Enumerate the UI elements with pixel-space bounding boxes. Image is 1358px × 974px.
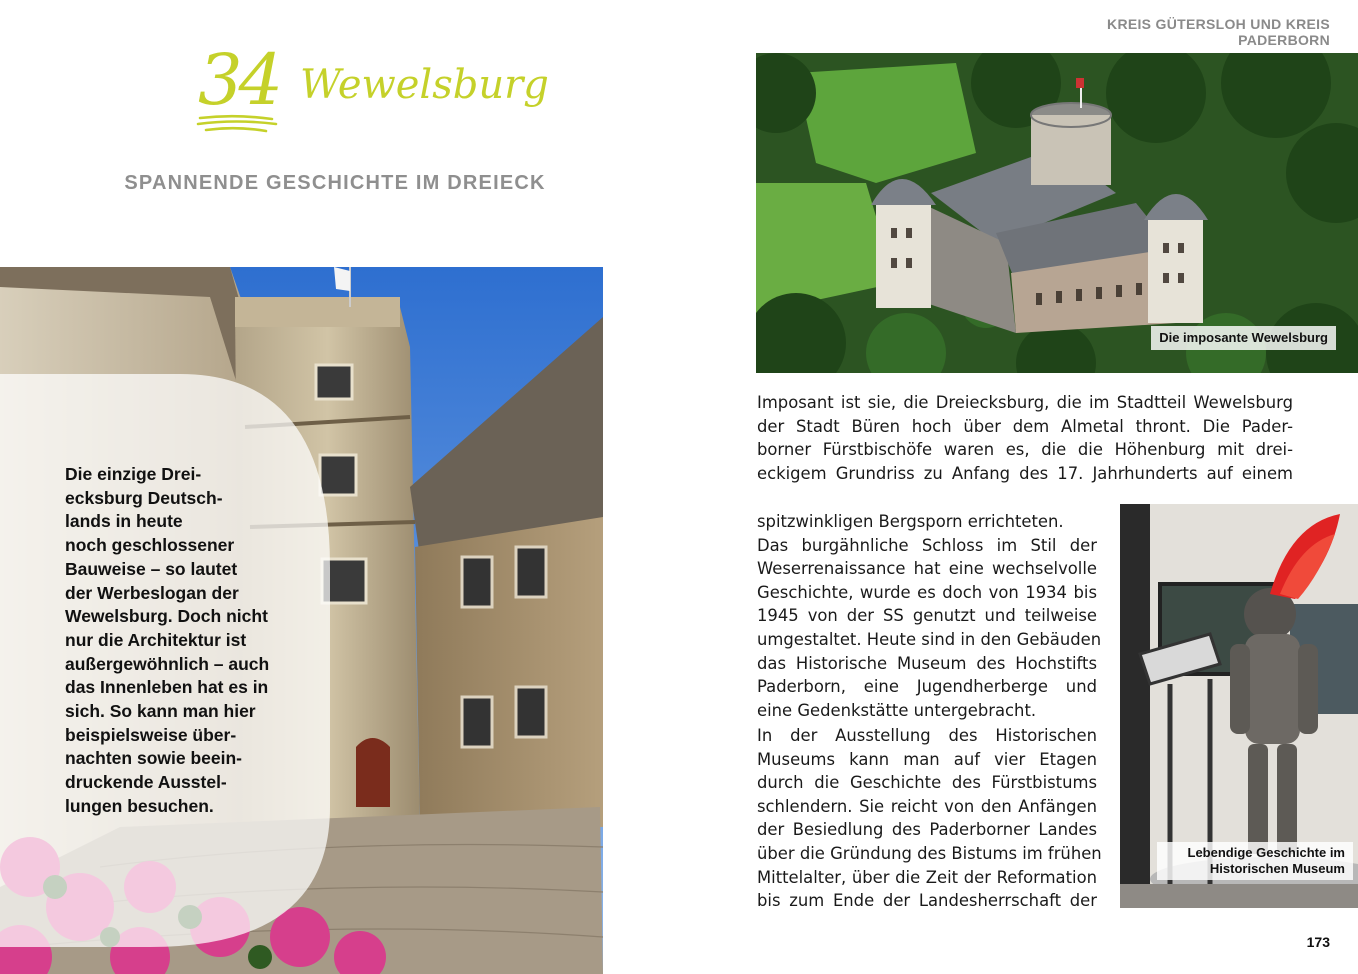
chapter-title: Wewelsburg	[300, 62, 549, 108]
castle-aerial-icon	[756, 53, 1358, 373]
aerial-photo	[756, 53, 1358, 373]
chapter-subtitle: SPANNENDE GESCHICHTE IM DREIECK	[124, 172, 546, 194]
body-paragraph-history: spitzwinkligen Bergsporn errichteten. Das burgähnliche Schloss im Stil der Weserrenaissance hat eine wechselvolle Geschichte, wurde es doch von 1934 bis 1945 von der SS genutzt und teilweise umgestaltet. Heute sind in den Gebäuden das Historische Museum des Hochstifts Paderborn, eine Jugendherberge und eine Gedenkstätte untergebracht.	[757, 512, 1102, 720]
highlight-box-text: Die einzige Drei- ecksburg Deutsch- lands in heute noch geschlossener Bauweise – so lautet der Werbeslogan der Wewelsburg. Doch nicht nur die Architektur ist außergewöhnlich – auch das Innenleben hat es in sich. So kann man hier beispielsweise über- nachten sowie beein- druckende Ausstel- lungen besuchen.	[65, 464, 270, 816]
page-number: 173	[1306, 934, 1330, 950]
chapter-underline-scribble	[196, 110, 286, 146]
aerial-photo-caption: Die imposante Wewelsburg	[1151, 326, 1336, 350]
body-paragraph-intro: Imposant ist sie, die Dreiecksburg, die im Stadtteil Wewelsburg der Stadt Büren hoch über dem Almetal thront. Die Pader- borner Fürstbischöfe waren es, die die Höhenburg mit drei- eckigem Grundriss zu Anfang des 17. Jahrhunderts auf einem	[757, 393, 1293, 483]
body-paragraph-museum: In der Ausstellung des Historischen Museums kann man auf vier Etagen durch die Geschichte des Fürstbistums schlendern. Sie reicht von den Anfängen der Besiedlung des Paderborner Landes über die Gründung des Bistums im frühen Mittelalter, über die Zeit der Reformation bis zum Ende der Landesherrschaft der	[757, 726, 1102, 911]
chapter-number: 34	[198, 39, 280, 121]
running-header: KREIS GÜTERSLOH UND KREIS PADERBORN	[1107, 16, 1330, 48]
museum-photo-caption: Lebendige Geschichte im Historischen Museum	[1157, 842, 1353, 880]
